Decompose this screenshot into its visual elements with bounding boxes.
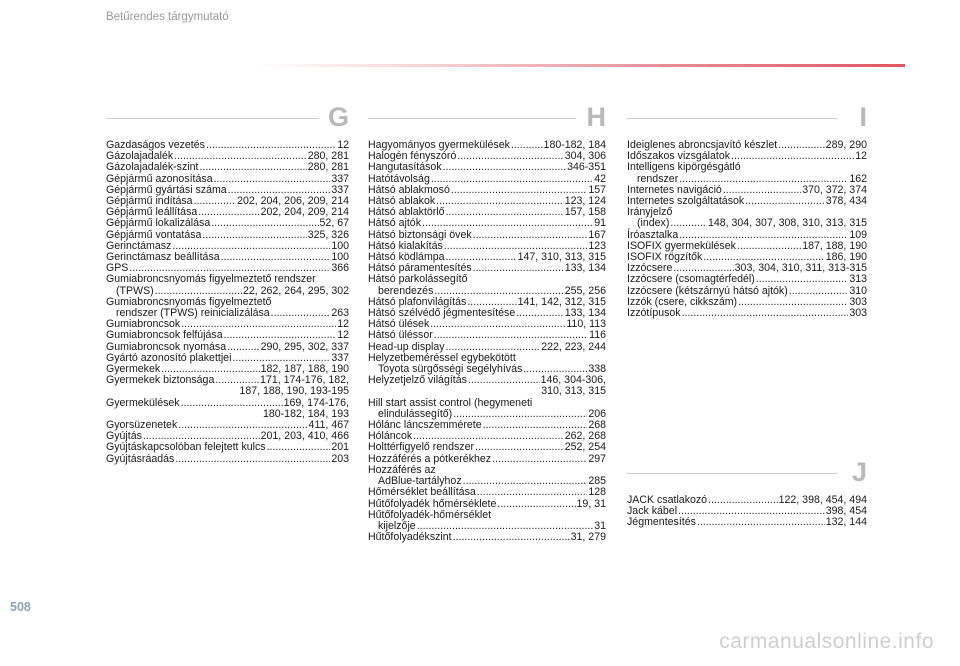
- page-references: 22, 262, 264, 295, 302: [242, 284, 349, 297]
- page-references: 148, 304, 307, 308, 310, 313, 315: [707, 217, 867, 230]
- section-letter-h: H: [586, 102, 606, 132]
- page-references: 201, 203, 410, 466: [260, 430, 349, 443]
- index-entry-line: 310, 313, 315: [541, 385, 606, 398]
- page-references: 122, 398, 454, 494: [778, 494, 867, 506]
- page-references: 310: [849, 284, 867, 297]
- page-references: 206: [588, 407, 606, 420]
- page-references: 187, 188, 190: [802, 239, 867, 252]
- section-g: [106, 104, 349, 465]
- dot-leader: [175, 454, 330, 465]
- index-entries-i: [627, 140, 867, 319]
- dot-leader: [516, 308, 564, 319]
- index-term: kijelzője: [378, 519, 416, 532]
- index-term: Hátsó plafonvilágítás: [368, 295, 467, 308]
- index-term: Hátsó ablakmosó: [368, 183, 450, 196]
- page-references: 262, 268: [564, 430, 606, 443]
- page-references: 202, 204, 206, 209, 214: [237, 195, 349, 208]
- index-term: Hátsó ablakok: [368, 195, 436, 208]
- page-references: 123, 124: [564, 195, 606, 208]
- dot-leader: [492, 454, 587, 465]
- page-references: 203: [331, 452, 349, 465]
- page-references: 91: [594, 217, 606, 230]
- dot-leader: [202, 230, 306, 241]
- page-references: 52, 67: [319, 217, 349, 230]
- page-references: 280, 281: [307, 161, 349, 174]
- page-references: 285: [588, 475, 606, 488]
- dot-leader: [497, 499, 575, 510]
- index-term: GPS: [106, 262, 129, 275]
- index-term: Gyújtásráadás: [106, 452, 175, 465]
- index-term: Hátsó páramentesítés: [368, 262, 472, 275]
- index-term: Ideiglenes abroncsjavító készlet: [627, 139, 778, 151]
- dot-leader: [457, 151, 563, 162]
- page-references: 252, 254: [564, 441, 606, 454]
- page-references: 346-351: [567, 161, 606, 174]
- section-h: [368, 104, 606, 543]
- page-references: 337: [331, 183, 349, 196]
- index-entry: [106, 162, 349, 173]
- index-entry: [106, 218, 349, 229]
- dot-leader: [446, 207, 564, 218]
- index-entry: [368, 532, 606, 543]
- index-entry-line: 187, 188, 190, 193-195: [239, 385, 349, 398]
- dot-leader: [194, 196, 237, 207]
- index-term: AdBlue-tartályhoz: [378, 475, 462, 488]
- index-entry: [106, 454, 349, 465]
- page-references: 31, 279: [570, 531, 606, 544]
- index-term: Gépjármű vontatása: [106, 228, 202, 241]
- index-entry-line: 180-182, 184, 193: [262, 407, 349, 420]
- index-term: Izzócsere (csomagtérfedél): [627, 273, 755, 286]
- page-references: 304, 306: [564, 150, 606, 163]
- page-references: 169, 174-176,: [283, 396, 349, 409]
- section-i: [627, 104, 867, 319]
- index-term: Izzócsere: [627, 262, 673, 275]
- page-references: 133, 134: [564, 262, 606, 275]
- index-term: Internetes navigáció: [627, 183, 722, 196]
- page-references: 109: [849, 228, 867, 241]
- page-references: 180-182, 184: [543, 139, 606, 151]
- index-term: Hagyományos gyermekülések: [368, 139, 510, 151]
- section-letter-j: J: [851, 457, 867, 487]
- dot-leader: [214, 174, 331, 185]
- header-title: Betűrendes tárgymutató: [106, 11, 229, 23]
- header-accent-bar: [255, 64, 905, 67]
- index-term: Hátsó szélvédő jégmentesítése: [368, 307, 516, 320]
- page-references: 12: [337, 139, 349, 151]
- dot-leader: [511, 140, 543, 151]
- index-term: Internetes szolgáltatások: [627, 195, 745, 208]
- page-references: 19, 31: [576, 497, 606, 510]
- index-term: Hátsó ülések: [368, 318, 430, 331]
- dot-leader: [443, 162, 566, 173]
- dot-leader: [211, 218, 318, 229]
- index-entry: [627, 218, 867, 229]
- page-references: 290, 295, 302, 337: [260, 340, 349, 353]
- index-term: Izzótípusok: [627, 307, 681, 320]
- index-term: Hűtőfolyadék hőmérséklete: [368, 497, 497, 510]
- section-g-heading: [106, 104, 349, 130]
- page-references: 325, 326: [307, 228, 349, 241]
- index-entries-j: [627, 495, 867, 529]
- page-references: 141, 142, 312, 315: [517, 295, 606, 308]
- index-term: Head-up display: [368, 340, 445, 353]
- index-term: Toyota sürgősségi segélyhívás: [378, 363, 523, 376]
- page-references: 110, 113: [566, 318, 606, 331]
- page-references: 202, 204, 209, 214: [260, 206, 349, 219]
- page-references: 123: [588, 239, 606, 252]
- index-entry: [106, 252, 349, 263]
- index-term: JACK csatlakozó: [627, 494, 708, 506]
- dot-leader: [473, 230, 588, 241]
- index-entry-line: Hűtőfolyadék-hőmérséklet: [368, 508, 492, 521]
- page-references: 12: [337, 318, 349, 331]
- dot-leader: [431, 174, 593, 185]
- page-references: 182, 187, 188, 190: [260, 363, 349, 376]
- page-references: 132, 144: [825, 516, 867, 529]
- index-term: Halogén fényszóró: [368, 150, 457, 163]
- dot-leader: [224, 330, 337, 341]
- dot-leader: [475, 442, 564, 453]
- index-term: Gépjármű leállítása: [106, 206, 198, 219]
- page-references: 303: [849, 295, 867, 308]
- index-term: Gyorsüzenetek: [106, 419, 178, 432]
- page-references: 147, 310, 313, 315: [517, 251, 606, 264]
- page-references: 162: [849, 172, 867, 185]
- index-term: Hólánc láncszemmérete: [368, 419, 482, 432]
- index-term: Gázolajadalék: [106, 150, 174, 163]
- page-references: 398, 454: [825, 505, 867, 518]
- page-references: 222, 223, 244: [541, 340, 606, 353]
- index-term: Gépjármű gyártási száma: [106, 183, 227, 196]
- page-references: 128: [588, 486, 606, 499]
- page-references: 100: [331, 239, 349, 252]
- index-term: (index): [637, 217, 670, 230]
- section-letter-i: I: [859, 102, 867, 132]
- section-j-heading: [627, 459, 867, 485]
- index-term: Gazdaságos vezetés: [106, 139, 205, 151]
- dot-leader: [436, 196, 564, 207]
- page-references: 289, 290: [825, 139, 867, 151]
- index-term: Izzócsere (kétszárnyú hátsó ajtók): [627, 284, 788, 297]
- page-references: 303, 304, 310, 311, 313-315: [734, 262, 867, 275]
- dot-leader: [708, 495, 778, 506]
- page-references: 268: [588, 419, 606, 432]
- index-term: Helyzetjelző világítás: [368, 374, 467, 387]
- watermark: carmanualsonline.info: [719, 630, 934, 653]
- index-term: rendszer (TPWS) reinicializálása: [116, 307, 270, 320]
- section-h-heading: [368, 104, 606, 130]
- index-term: Időszakos vizsgálatok: [627, 150, 731, 163]
- index-term: Gépjármű lokalizálása: [106, 217, 211, 230]
- index-term: elindulássegítő): [378, 407, 453, 420]
- index-term: Jack kábel: [627, 505, 678, 518]
- page-references: 370, 372, 374: [802, 183, 867, 196]
- section-letter-g: G: [327, 102, 349, 132]
- index-term: Hátsó ködlámpa: [368, 251, 445, 264]
- page-references: 12: [337, 329, 349, 342]
- index-entry-line: Gumiabroncsnyomás figyelmeztető: [106, 295, 272, 308]
- index-term: Hóláncok: [368, 430, 413, 443]
- dot-leader: [267, 442, 331, 453]
- page-references: 31: [594, 519, 606, 532]
- index-entry: [627, 308, 867, 319]
- section-divider: [106, 118, 319, 119]
- index-entry-line: Hozzáférés az: [368, 463, 436, 476]
- index-term: Hangutasítások: [368, 161, 442, 174]
- index-entry: [368, 442, 606, 453]
- index-term: Hátsó ablaktörlő: [368, 206, 445, 219]
- dot-leader: [221, 252, 331, 263]
- index-term: ISOFIX gyermekülések: [627, 239, 736, 252]
- page-references: 133, 134: [564, 307, 606, 320]
- index-term: Jégmentesítés: [627, 516, 696, 529]
- dot-leader: [778, 140, 825, 151]
- section-divider: [627, 473, 837, 474]
- dot-leader: [430, 319, 565, 330]
- dot-leader: [789, 286, 849, 297]
- index-entry: [368, 218, 606, 229]
- dot-leader: [756, 274, 849, 285]
- page-references: 337: [331, 172, 349, 185]
- dot-leader: [271, 308, 331, 319]
- page-references: 116: [589, 329, 606, 342]
- dot-leader: [738, 297, 848, 308]
- index-term: Hátsó ajtók: [368, 217, 421, 230]
- dot-leader: [670, 218, 707, 229]
- index-term: Gyermekek: [106, 363, 161, 376]
- index-term: Hűtőfolyadékszint: [368, 531, 452, 544]
- index-term: Gázolajadalék-szint: [106, 161, 199, 174]
- dot-leader: [468, 375, 540, 386]
- index-term: ISOFIX rögzítők: [627, 251, 703, 264]
- dot-leader: [737, 241, 801, 252]
- page-number: 508: [10, 600, 31, 614]
- index-term: Hátsó üléssor: [368, 329, 433, 342]
- index-term: Gyártó azonosító plakettjei: [106, 351, 232, 364]
- dot-leader: [745, 196, 825, 207]
- index-entry-line: Hátsó parkolássegítő: [368, 273, 468, 286]
- page-references: 171, 174-176, 182,: [260, 374, 349, 387]
- page-references: 263: [331, 307, 349, 320]
- dot-leader: [731, 151, 854, 162]
- section-divider: [627, 118, 837, 119]
- index-term: Gerinctámasz beállítása: [106, 251, 220, 264]
- index-term: Gumiabroncsok nyomása: [106, 340, 227, 353]
- index-term: Gerinctámasz: [106, 239, 172, 252]
- index-term: Gumiabroncsok: [106, 318, 181, 331]
- index-term: (TPWS): [116, 284, 154, 297]
- page-references: 338: [588, 363, 606, 376]
- page-references: 157, 158: [564, 206, 606, 219]
- index-term: Hátsó kialakítás: [368, 239, 443, 252]
- page-references: 12: [855, 150, 867, 163]
- page-references: 167: [588, 228, 606, 241]
- index-term: Gépjármű azonosítása: [106, 172, 213, 185]
- index-term: Gyermekek biztonsága: [106, 374, 215, 387]
- page-references: 280, 281: [307, 150, 349, 163]
- index-term: berendezés: [378, 284, 434, 297]
- dot-leader: [434, 330, 588, 341]
- dot-leader: [199, 162, 306, 173]
- dot-leader: [678, 506, 825, 517]
- page-references: 337: [331, 351, 349, 364]
- page-references: 146, 304-306,: [540, 374, 606, 387]
- section-j: [627, 459, 867, 529]
- index-entries-g: [106, 140, 349, 465]
- dot-leader: [422, 218, 593, 229]
- page-references: 186, 190: [825, 251, 867, 264]
- index-entry: [627, 517, 867, 528]
- index-term: Hátsó biztonsági övek: [368, 228, 472, 241]
- index-term: Hatótávolság: [368, 172, 430, 185]
- page-references: 303: [849, 307, 867, 320]
- page-references: 297: [588, 452, 606, 465]
- dot-leader: [463, 476, 588, 487]
- index-term: Hőmérséklet beállítása: [368, 486, 476, 499]
- index-entries-h: [368, 140, 606, 543]
- index-entry: [368, 487, 606, 498]
- index-term: rendszer: [637, 172, 679, 185]
- dot-leader: [473, 263, 564, 274]
- dot-leader: [477, 487, 588, 498]
- section-i-heading: [627, 104, 867, 130]
- page-references: 201: [331, 441, 349, 454]
- index-entry: [106, 330, 349, 341]
- index-entry-line: Irányjelző: [627, 206, 673, 219]
- index-entry-line: Helyzetbeméréssel egybekötött: [368, 351, 516, 364]
- index-term: Gyermekülések: [106, 396, 180, 409]
- index-term: Gyújtáskapcsolóban felejtett kulcs: [106, 441, 266, 454]
- index-entry-line: Hill start assist control (hegymeneti: [368, 396, 533, 409]
- index-entry-line: Gumiabroncsnyomás figyelmeztető rendszer: [106, 273, 316, 286]
- index-entry: [368, 162, 606, 173]
- page-references: 255, 256: [564, 284, 606, 297]
- index-entry: [106, 442, 349, 453]
- dot-leader: [697, 517, 825, 528]
- section-divider: [368, 118, 576, 119]
- index-term: Izzók (csere, cikkszám): [627, 295, 738, 308]
- page-references: 157: [588, 183, 606, 196]
- page-references: 313: [849, 273, 867, 286]
- index-entry-line: Intelligens kipörgésgátló: [627, 161, 741, 174]
- page-references: 378, 434: [825, 195, 867, 208]
- page-references: 42: [594, 172, 606, 185]
- index-term: Gépjármű indítása: [106, 195, 193, 208]
- page-references: 411, 467: [308, 419, 349, 432]
- index-term: Gumiabroncsok felfújása: [106, 329, 223, 342]
- index-entry: [368, 330, 606, 341]
- index-term: Holttérfigyelő rendszer: [368, 441, 474, 454]
- page-references: 100: [331, 251, 349, 264]
- index-term: Hozzáférés a pótkerékhez: [368, 452, 492, 465]
- page-references: 366: [331, 262, 349, 275]
- dot-leader: [682, 308, 849, 319]
- dot-leader: [227, 342, 260, 353]
- dot-leader: [453, 532, 570, 543]
- index-entry: [627, 274, 867, 285]
- index-term: Íróasztalka: [627, 228, 679, 241]
- index-term: Gyújtás: [106, 430, 142, 443]
